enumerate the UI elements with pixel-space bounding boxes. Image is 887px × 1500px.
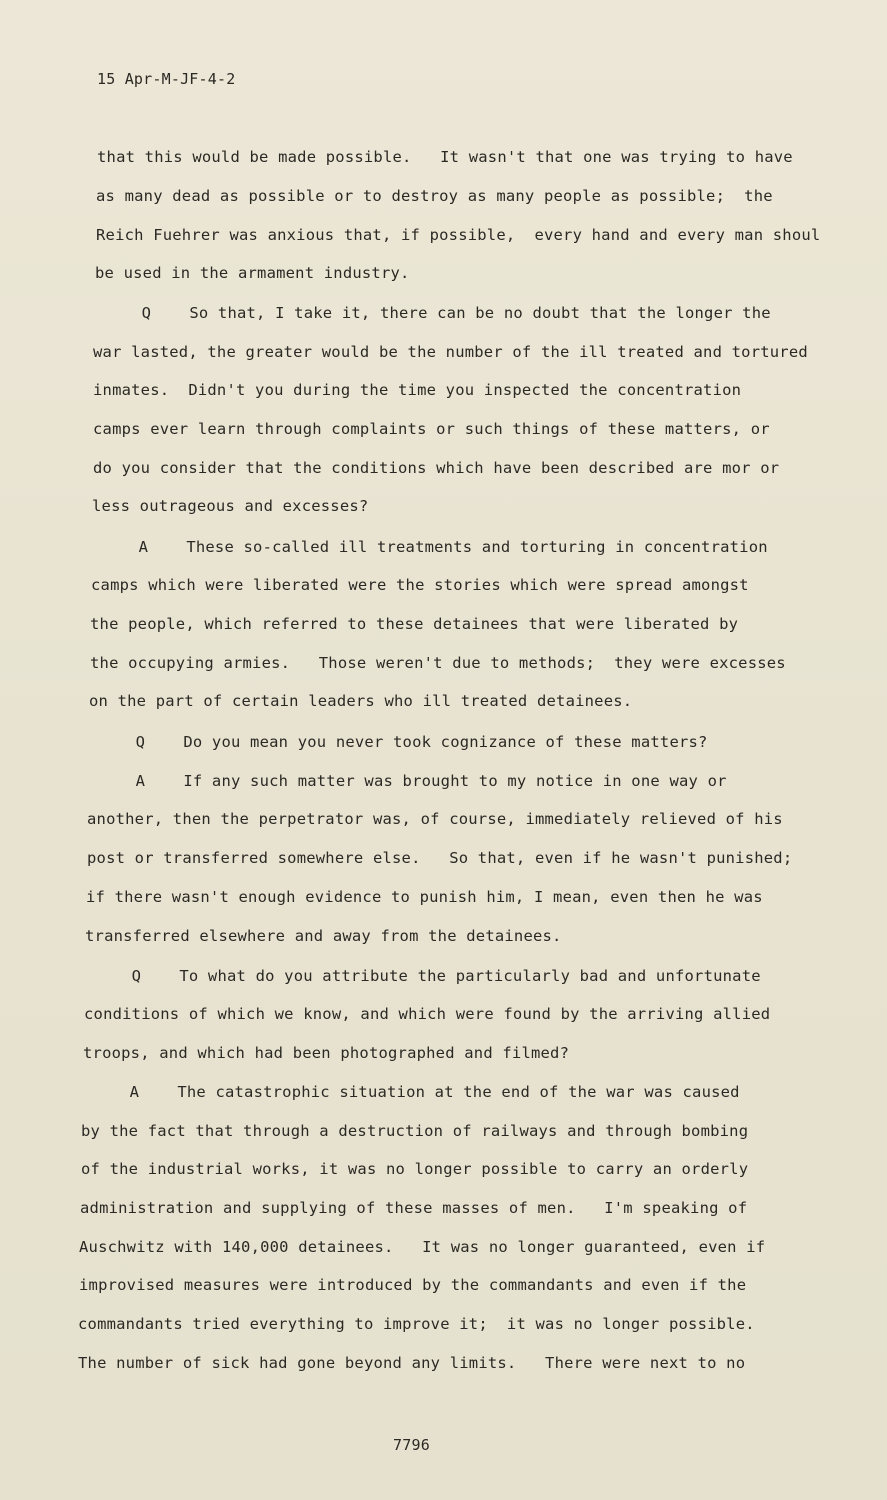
- text-line: Q Do you mean you never took cognizance of these matters?: [88, 733, 708, 751]
- text-line: war lasted, the greater would be the number of the ill treated and tortured: [93, 343, 808, 361]
- text-line: camps ever learn through complaints or such things of these matters, or: [93, 420, 770, 438]
- text-line: of the industrial works, it was no longer possible to carry an orderly: [81, 1160, 749, 1178]
- text-line: another, then the perpetrator was, of course, immediately relieved of his: [87, 810, 783, 828]
- text-line: less outrageous and excesses?: [92, 497, 369, 515]
- page-header: 15 Apr-M-JF-4-2: [97, 70, 236, 88]
- text-line: the occupying armies. Those weren't due to methods; they were excesses: [90, 654, 786, 672]
- text-line: if there wasn't enough evidence to punish him, I mean, even then he was: [86, 888, 763, 906]
- text-line: the people, which referred to these detainees that were liberated by: [90, 615, 739, 633]
- text-line: improvised measures were introduced by the commandants and even if the: [79, 1276, 747, 1294]
- text-line: inmates. Didn't you during the time you inspected the concentration: [93, 381, 742, 399]
- text-line: commandants tried everything to improve it; it was no longer possible.: [78, 1315, 755, 1333]
- text-line: troops, and which had been photographed and filmed?: [83, 1044, 570, 1062]
- text-line: on the part of certain leaders who ill treated detainees.: [89, 692, 633, 710]
- text-line: post or transferred somewhere else. So that, even if he wasn't punished;: [87, 849, 793, 867]
- text-line: conditions of which we know, and which were found by the arriving allied: [84, 1005, 771, 1023]
- text-line: A If any such matter was brought to my notice in one way or: [88, 772, 727, 790]
- text-line: as many dead as possible or to destroy as many people as possible; the: [96, 187, 773, 205]
- text-line: be used in the armament industry.: [95, 264, 410, 282]
- text-line: Q To what do you attribute the particularly bad and unfortunate: [84, 967, 761, 985]
- text-line: The number of sick had gone beyond any limits. There were next to no: [78, 1354, 746, 1372]
- page-number: 7796: [393, 1436, 430, 1454]
- text-line: A The catastrophic situation at the end of the war was caused: [82, 1083, 740, 1101]
- text-line: Q So that, I take it, there can be no doubt that the longer the: [94, 304, 771, 322]
- text-line: Reich Fuehrer was anxious that, if possible, every hand and every man shoul: [96, 226, 821, 244]
- text-line: A These so-called ill treatments and torturing in concentration: [91, 538, 768, 556]
- text-line: that this would be made possible. It wasn't that one was trying to have: [97, 148, 793, 166]
- text-line: do you consider that the conditions which have been described are mor or: [93, 459, 780, 477]
- text-line: Auschwitz with 140,000 detainees. It was no longer guaranteed, even if: [79, 1238, 766, 1256]
- text-line: administration and supplying of these masses of men. I'm speaking of: [80, 1199, 748, 1217]
- text-line: transferred elsewhere and away from the detainees.: [85, 927, 562, 945]
- text-line: camps which were liberated were the stories which were spread amongst: [91, 576, 749, 594]
- text-line: by the fact that through a destruction of railways and through bombing: [81, 1122, 749, 1140]
